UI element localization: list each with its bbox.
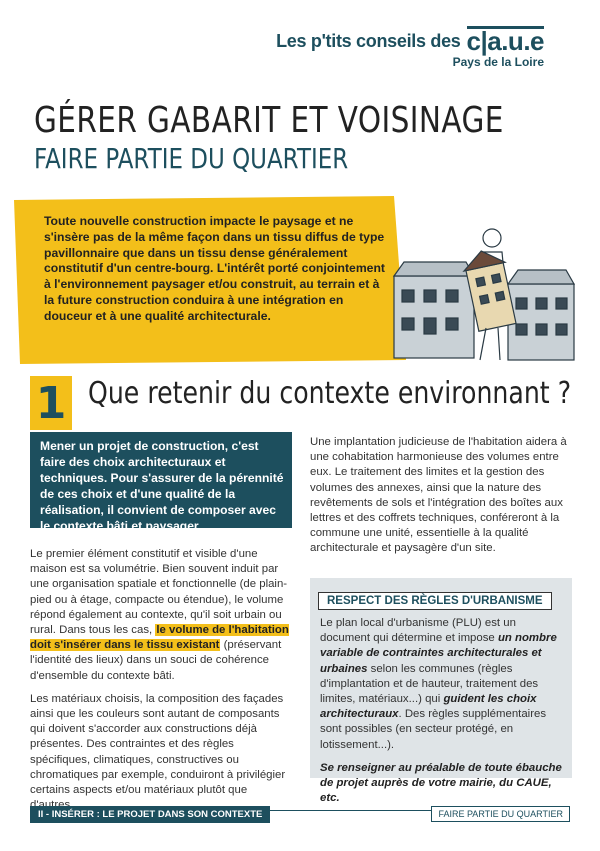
brand-header	[276, 26, 544, 56]
right-column	[310, 435, 572, 565]
urbanisme-text	[320, 616, 566, 814]
section-title: Que retenir du contexte environnant ?	[88, 376, 572, 411]
brand-subtitle: Pays de la Loire	[452, 55, 544, 69]
houses-illustration	[394, 229, 574, 360]
caue-logo: c|a.u.e	[466, 26, 544, 56]
urbanisme-heading: RESPECT DES RÈGLES D'URBANISME	[318, 592, 552, 610]
left-column	[30, 547, 292, 821]
right-paragraph-1: Une implantation judicieuse de l'habitation aidera à une cohabitation harmonieuse des volumes entre eux. Le traitement des limites et la gestion des volumes des annexes, ainsi que la nature des revêtements de sols et l'intégration des boîtes aux lettres et des coffrets techniques, conféreront à la commune une unité, essentielle à la qualité architecturale et paysagère d'un site.	[310, 436, 567, 555]
lead-text: Mener un projet de construction, c'est faire des choix architecturaux et techniques. Pour s'assurer de la pérennité de ces choix et d'une qualité de la réalisation, il convient de composer avec le contexte bâti et paysager.	[40, 439, 284, 533]
footer-section: FAIRE PARTIE DU QUARTIER	[431, 806, 570, 822]
section-number: 1	[35, 378, 67, 429]
intro-text: Toute nouvelle construction impacte le paysage et ne s'insère pas de la même façon dans un tissu diffus de type pavillonnaire que dans un tissu dense généralement constitutif d'un centre-bourg. L'intérêt porté conjointement à l'environnement paysager et/ou construit, au terrain et à la future construction conduira à une intégration en douceur et à une qualité architecturale.	[44, 214, 385, 323]
left-paragraph-1: Le premier élément constitutif et visible d'une maison est sa volumétrie. Bien souvent induit par une organisation spatiale et fonctionnelle (de plain-pied ou à étage, compacte ou étendue), le volume répond également au contexte, qu'il soit urbain ou rural. Dans tous les cas, le volume de l'habitation doit s'insérer dans le tissu existant (préservant l'identité des lieux) dans un souci de cohérence d'ensemble du contexte bâti.	[30, 548, 289, 682]
highlight-volume: le volume de l'habitation doit s'insérer dans le tissu existant	[30, 624, 289, 652]
urbanisme-paragraph-1: Le plan local d'urbanisme (PLU) est un document qui détermine et impose un nombre variable de contraintes architecturales et urbaines selon les communes (règles d'implantation et de hauteur, traitement des limites, matériaux...) qui guident les choix architecturaux. Des règles supplémentaires sont possibles (en secteur protégé, en lotissement...).	[320, 617, 557, 751]
page-subtitle: FAIRE PARTIE DU QUARTIER	[34, 142, 349, 175]
footer-chapter: II - INSÉRER : LE PROJET DANS SON CONTEXTE	[30, 806, 270, 823]
page-title: GÉRER GABARIT ET VOISINAGE	[34, 100, 504, 141]
urbanisme-paragraph-2: Se renseigner au préalable de toute ébauche de projet auprès de votre mairie, du CAUE, etc.	[320, 761, 562, 805]
brand-prefix: Les p'tits conseils des	[276, 31, 461, 51]
left-paragraph-2: Les matériaux choisis, la composition des façades ainsi que les couleurs sont autant de composants qui doivent s'accorder aux constructions déjà présentes. Des contraintes et des règles spécifiques, climatiques, constructives ou chromatiques par exemple, conduiront à privilégier certains aspects et/ou matériaux plutôt que	[30, 692, 286, 797]
